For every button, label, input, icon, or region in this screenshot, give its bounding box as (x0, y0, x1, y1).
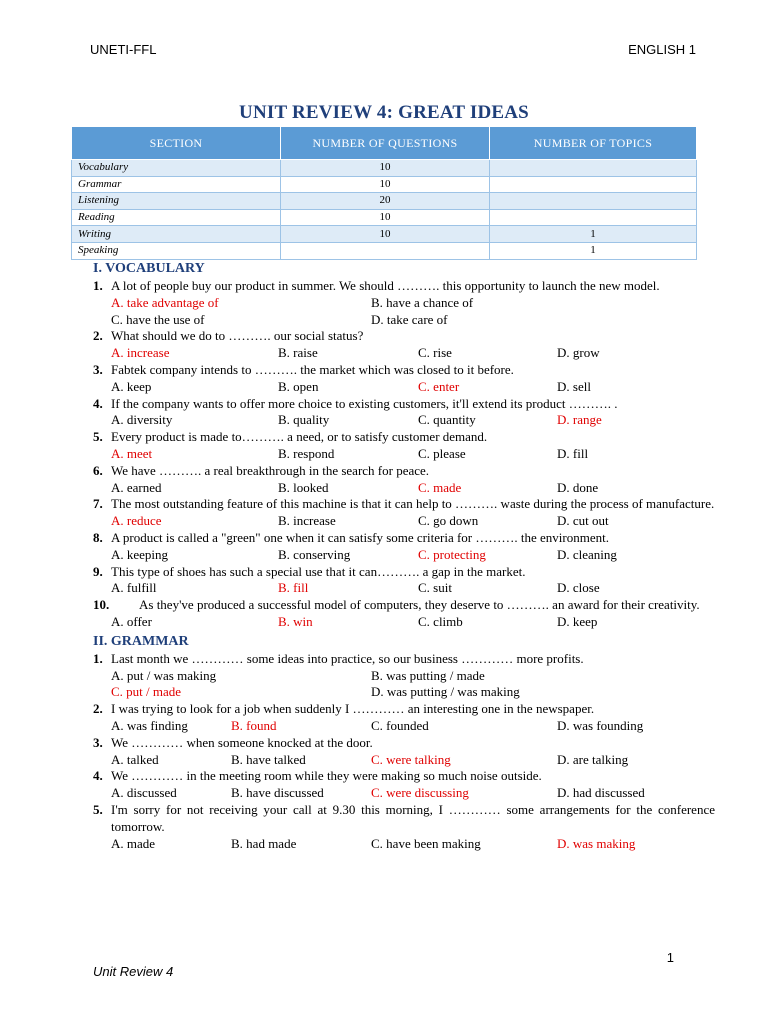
table-row (72, 193, 697, 210)
option-a[interactable]: A. keeping (111, 546, 169, 562)
options-row (93, 513, 715, 530)
option-d[interactable]: D. are talking (557, 751, 629, 767)
option-b[interactable]: B. have a chance of (371, 294, 474, 310)
option-d[interactable]: D. take care of (371, 311, 448, 327)
options-row (93, 312, 715, 329)
option-a[interactable]: A. put / was making (111, 667, 217, 683)
option-a[interactable]: A. take advantage of (111, 294, 219, 310)
option-a[interactable]: A. was finding (111, 717, 188, 733)
question-text: Fabtek company intends to ………. the market which was closed to it before. (111, 361, 514, 377)
table-cell: 10 (281, 160, 490, 177)
option-d[interactable]: D. had discussed (557, 785, 645, 801)
option-b[interactable]: B. fill (278, 580, 309, 596)
options-row (93, 836, 715, 853)
question-text: What should we do to ………. our social status? (111, 328, 364, 344)
option-d[interactable]: D. was putting / was making (371, 684, 520, 700)
option-b[interactable]: B. respond (278, 445, 335, 461)
question-text: We have ………. a real breakthrough in the search for peace. (111, 462, 430, 478)
options-row (93, 446, 715, 463)
question (93, 429, 715, 446)
exercise-content (93, 260, 715, 852)
header-left: UNETI-FFL (90, 42, 157, 57)
option-a[interactable]: A. fulfill (111, 580, 157, 596)
question (93, 362, 715, 379)
option-a[interactable]: A. offer (111, 613, 152, 629)
question-number: 3. (93, 361, 103, 377)
table-cell (490, 176, 697, 193)
options-row (93, 614, 715, 631)
option-b[interactable]: B. increase (278, 513, 336, 529)
option-c[interactable]: C. enter (418, 378, 460, 394)
option-b[interactable]: B. win (278, 613, 313, 629)
summary-table (71, 126, 697, 260)
table-cell: Vocabulary (72, 160, 281, 177)
table-row (72, 242, 697, 259)
table-cell: Writing (72, 226, 281, 243)
header-right: ENGLISH 1 (628, 42, 696, 57)
option-b[interactable]: B. had made (231, 835, 297, 851)
question (93, 278, 715, 295)
question-number: 3. (93, 734, 103, 750)
question (93, 564, 715, 581)
table-row (72, 209, 697, 226)
option-a[interactable]: A. diversity (111, 412, 173, 428)
options-row (93, 752, 715, 769)
option-c[interactable]: C. go down (418, 513, 479, 529)
option-c[interactable]: C. were discussing (371, 785, 469, 801)
question-text: A product is called a "green" one when it can satisfy some criteria for ………. the environment. (111, 529, 609, 545)
table-cell (490, 209, 697, 226)
option-d[interactable]: D. close (557, 580, 600, 596)
question-number: 6. (93, 462, 103, 478)
table-row (72, 160, 697, 177)
question-number: 5. (93, 429, 103, 445)
question-text: A lot of people buy our product in summer. We should ………. this opportunity to launch the new model. (111, 278, 660, 293)
option-d[interactable]: D. was making (557, 835, 636, 851)
option-d[interactable]: D. grow (557, 345, 600, 361)
option-c[interactable]: C. have the use of (111, 311, 205, 327)
options-row (93, 718, 715, 735)
question-text: Every product is made to………. a need, or to satisfy customer demand. (111, 429, 488, 445)
option-c[interactable]: C. made (418, 479, 462, 495)
question-text: Last month we ………… some ideas into practice, so our business ………… more profits. (111, 650, 584, 666)
option-a[interactable]: A. earned (111, 479, 162, 495)
table-cell (490, 160, 697, 177)
question-text: This type of shoes has such a special use that it can………. a gap in the market. (111, 563, 526, 579)
option-c[interactable]: C. were talking (371, 751, 451, 767)
question-text: If the company wants to offer more choice to existing customers, it'll extend its product ………. . (111, 395, 618, 411)
option-a[interactable]: A. meet (111, 445, 153, 461)
option-c[interactable]: C. please (418, 445, 466, 461)
option-d[interactable]: D. fill (557, 445, 589, 461)
question (93, 496, 715, 513)
question-number: 5. (93, 801, 103, 817)
page-number: 1 (666, 950, 674, 965)
option-b[interactable]: B. raise (278, 345, 318, 361)
table-cell: Reading (72, 209, 281, 226)
options-row (93, 412, 715, 429)
table-cell (281, 242, 490, 259)
option-d[interactable]: D. done (557, 479, 599, 495)
question-number: 2. (93, 328, 103, 344)
option-c[interactable]: C. founded (371, 717, 429, 733)
table-cell: 10 (281, 226, 490, 243)
option-a[interactable]: A. made (111, 835, 156, 851)
table-cell: 20 (281, 193, 490, 210)
question-text: I was trying to look for a job when suddenly I ………… an interesting one in the newspaper. (111, 701, 595, 717)
question-number: 1. (93, 278, 103, 293)
table-cell (490, 193, 697, 210)
question-text: We ………… in the meeting room while they were making so much noise outside. (111, 768, 542, 784)
question (93, 597, 715, 614)
table-header-cell: NUMBER OF TOPICS (490, 127, 697, 160)
question (93, 735, 715, 752)
question (93, 802, 715, 836)
question-number: 7. (93, 496, 103, 512)
option-b[interactable]: B. quality (278, 412, 330, 428)
question (93, 396, 715, 413)
options-row (93, 668, 715, 685)
footer-text: Unit Review 4 (93, 964, 174, 979)
option-d[interactable]: D. cut out (557, 513, 609, 529)
table-row (72, 226, 697, 243)
question-number: 4. (93, 768, 103, 784)
option-a[interactable]: A. increase (111, 345, 170, 361)
option-a[interactable]: A. keep (111, 378, 152, 394)
table-cell: 1 (490, 226, 697, 243)
option-b[interactable]: B. have discussed (231, 785, 324, 801)
options-row (93, 480, 715, 497)
question (93, 463, 715, 480)
option-b[interactable]: B. conserving (278, 546, 351, 562)
option-c[interactable]: C. quantity (418, 412, 476, 428)
table-cell: 10 (281, 209, 490, 226)
question-number: 4. (93, 395, 103, 411)
option-c[interactable]: C. have been making (371, 835, 481, 851)
question (93, 328, 715, 345)
options-row (93, 547, 715, 564)
table-row (72, 176, 697, 193)
table-header-cell: NUMBER OF QUESTIONS (281, 127, 490, 160)
option-a[interactable]: A. discussed (111, 785, 177, 801)
option-b[interactable]: B. looked (278, 479, 329, 495)
option-a[interactable]: A. reduce (111, 513, 162, 529)
table-cell: Speaking (72, 242, 281, 259)
question-text: As they've produced a successful model of computers, they deserve to ………. an award for their creativity. (139, 597, 700, 613)
table-cell: 10 (281, 176, 490, 193)
options-row (93, 785, 715, 802)
grammar-heading: II. GRAMMAR (93, 633, 189, 649)
option-d[interactable]: D. range (557, 412, 602, 428)
vocabulary-heading: I. VOCABULARY (93, 261, 205, 276)
option-d[interactable]: D. sell (557, 378, 591, 394)
options-row (93, 379, 715, 396)
option-c[interactable]: C. suit (418, 580, 452, 596)
option-c[interactable]: C. climb (418, 613, 463, 629)
question-number: 10. (93, 597, 110, 613)
table-cell: 1 (490, 242, 697, 259)
page-title: UNIT REVIEW 4: GREAT IDEAS (239, 102, 529, 123)
table-header-row (72, 127, 697, 160)
option-d[interactable]: D. was founding (557, 717, 644, 733)
options-row (93, 295, 715, 312)
option-b[interactable]: B. have talked (231, 751, 306, 767)
question-number: 8. (93, 529, 103, 545)
options-row (93, 684, 715, 701)
question-text: The most outstanding feature of this machine is that it can help to ………. waste during the process of manufacture. (111, 496, 715, 512)
question (93, 651, 715, 668)
option-a[interactable]: A. talked (111, 751, 159, 767)
option-c[interactable]: C. protecting (418, 546, 486, 562)
option-d[interactable]: D. keep (557, 613, 598, 629)
question (93, 530, 715, 547)
option-d[interactable]: D. cleaning (557, 546, 617, 562)
option-b[interactable]: B. found (231, 717, 277, 733)
table-header-cell: SECTION (72, 127, 281, 160)
option-c[interactable]: C. rise (418, 345, 452, 361)
question-number: 2. (93, 701, 103, 717)
option-b[interactable]: B. open (278, 378, 319, 394)
table-cell: Listening (72, 193, 281, 210)
options-row (93, 345, 715, 362)
option-b[interactable]: B. was putting / made (371, 667, 485, 683)
option-c[interactable]: C. put / made (111, 684, 182, 700)
options-row (93, 580, 715, 597)
question (93, 768, 715, 785)
question (93, 701, 715, 718)
table-cell: Grammar (72, 176, 281, 193)
question-number: 9. (93, 563, 103, 579)
question-text: I'm sorry for not receiving your call at 9.30 this morning, I ………… some arrangements for the conference tomorrow. (111, 801, 715, 834)
question-number: 1. (93, 650, 103, 666)
question-text: We ………… when someone knocked at the door. (111, 734, 373, 750)
